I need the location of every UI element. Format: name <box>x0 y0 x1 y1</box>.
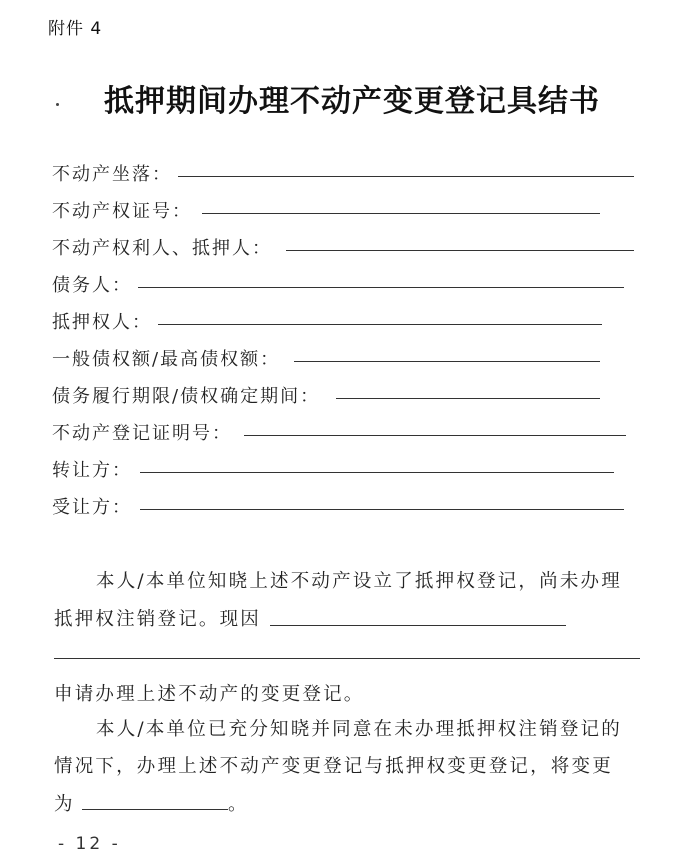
field-debtor-line[interactable] <box>138 287 624 288</box>
field-credit-amount-label: 一般债权额/最高债权额： <box>52 349 281 370</box>
page-number: - 12 - <box>58 834 121 854</box>
field-debt-term-label: 债务履行期限/债权确定期间： <box>52 386 321 407</box>
field-registration-certificate-label: 不动产登记证明号： <box>52 423 232 444</box>
field-transferee-line[interactable] <box>140 509 624 510</box>
statement-p1-line2: 抵押权注销登记。现因 <box>54 609 262 630</box>
statement-p1-line1: 本人/本单位知晓上述不动产设立了抵押权登记，尚未办理 <box>96 571 622 592</box>
statement-p2-line1: 本人/本单位已充分知晓并同意在未办理抵押权注销登记的 <box>96 719 622 740</box>
field-owner-mortgagor-label: 不动产权利人、抵押人： <box>52 238 272 259</box>
field-mortgagee-line[interactable] <box>158 324 602 325</box>
field-property-certificate-label: 不动产权证号： <box>52 201 192 222</box>
field-mortgagee-label: 抵押权人： <box>52 312 152 333</box>
field-registration-certificate-line[interactable] <box>244 435 626 436</box>
statement-p1-line3: 申请办理上述不动产的变更登记。 <box>54 684 365 705</box>
document-title: 抵押期间办理不动产变更登记具结书 <box>104 84 600 119</box>
field-credit-amount-line[interactable] <box>294 361 600 362</box>
field-transferee-label: 受让方： <box>52 497 132 518</box>
attachment-label: 附件 4 <box>48 19 103 39</box>
field-transferor-label: 转让方： <box>52 460 132 481</box>
change-to-blank-line[interactable] <box>82 809 228 810</box>
statement-p2-line2: 情况下，办理上述不动产变更登记与抵押权变更登记，将变更 <box>54 756 613 777</box>
statement-p2-end: 。 <box>228 794 249 815</box>
reason-blank-line[interactable] <box>270 625 566 626</box>
field-transferor-line[interactable] <box>140 472 614 473</box>
reason-continuation-line[interactable] <box>54 658 640 659</box>
field-property-location-label: 不动产坐落： <box>52 164 172 185</box>
field-owner-mortgagor-line[interactable] <box>286 250 634 251</box>
field-property-certificate-line[interactable] <box>202 213 600 214</box>
field-debtor-label: 债务人： <box>52 275 132 296</box>
field-property-location-line[interactable] <box>178 176 634 177</box>
field-debt-term-line[interactable] <box>336 398 600 399</box>
statement-p2-line3: 为 <box>54 794 75 815</box>
